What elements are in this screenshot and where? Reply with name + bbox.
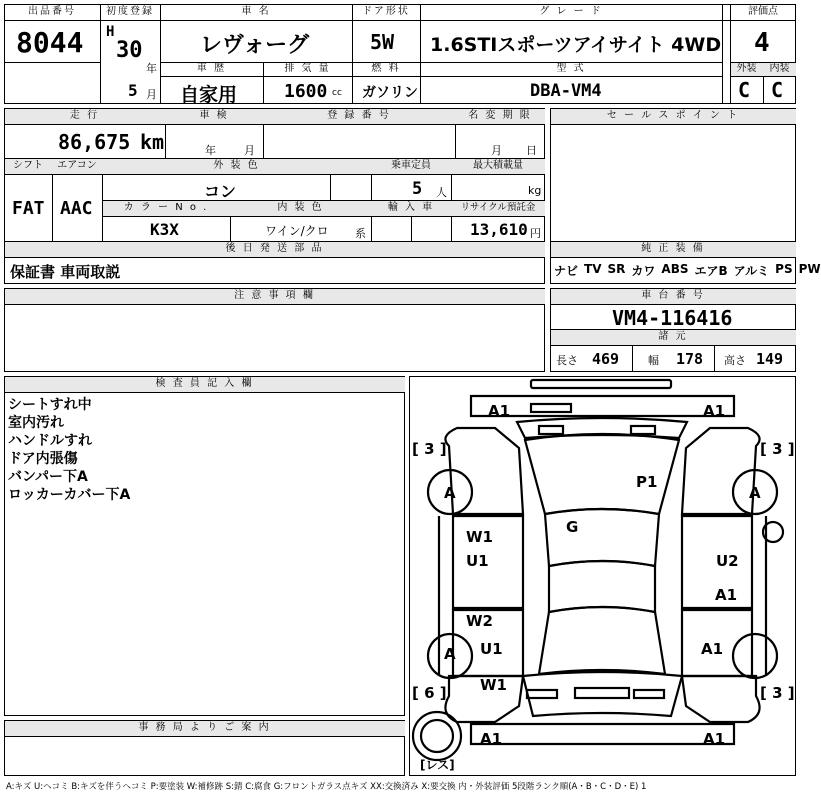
equipment-item: ナビ [554, 264, 579, 278]
tire-rear-right-depth: [ 3 ] [760, 684, 795, 702]
equipment-item: PW [798, 262, 821, 276]
inspector-notes-label: 検 査 員 記 入 欄 [155, 378, 254, 389]
mark-door-rear-right: A1 [715, 586, 738, 604]
grade: 1.6STIスポーツアイサイト 4WD [430, 34, 722, 56]
mark-door-rear-right-2: A1 [701, 640, 724, 658]
mark-door-rear-left: W2 [466, 612, 493, 630]
plate-number-label: 登 録 番 号 [327, 110, 391, 121]
length: 469 [592, 350, 620, 368]
exterior-label: 外装 [736, 63, 757, 74]
interior-grade: C [771, 78, 784, 102]
inspector-note: ハンドルすれ [8, 433, 92, 449]
door-type: 5W [370, 30, 395, 54]
mark-door-rear-left-2: U1 [480, 640, 503, 658]
car-name: レヴォーグ [200, 33, 310, 58]
mark-rear-left: A1 [480, 730, 503, 748]
inspector-note: 室内汚れ [8, 415, 64, 431]
later-shipping-label: 後 日 発 送 部 品 [225, 243, 324, 254]
inspector-note: シートすれ中 [8, 397, 92, 413]
model-code: DBA-VM4 [530, 81, 602, 101]
equipment-label: 純 正 装 備 [641, 243, 705, 254]
capacity-label: 乗車定員 [391, 160, 431, 171]
max-load-label: 最大積載量 [473, 160, 523, 171]
width: 178 [676, 350, 704, 368]
interior-color: ワイン/クロ [265, 224, 329, 238]
spare-tire-status: [レス] [420, 758, 455, 772]
equipment-item: エアB [694, 264, 728, 278]
fuel: ガソリン [362, 85, 418, 101]
equipment-item: TV [584, 262, 602, 276]
color-number: K3X [150, 220, 179, 239]
mark-door-front-left-2: U1 [466, 552, 489, 570]
year-unit: 年 [146, 62, 157, 75]
displacement-label: 排 気 量 [284, 63, 331, 74]
inspection-label: 車 検 [199, 110, 229, 121]
mileage-unit: km [140, 130, 165, 154]
mark-wheel-front-left: A [444, 484, 456, 502]
mark-wheel-rear-left: A [444, 645, 456, 663]
interior-color-unit: 系 [355, 227, 366, 240]
inspection-year-unit: 年 [205, 144, 216, 157]
equipment-list [554, 262, 821, 279]
shift: FAT [12, 198, 45, 219]
equipment-item: SR [607, 262, 626, 276]
interior-color-label: 内 装 色 [277, 202, 324, 213]
grade-label: グ レ ー ド [539, 6, 603, 17]
equipment-item: ABS [661, 262, 689, 276]
tire-rear-left-depth: [ 6 ] [412, 684, 447, 702]
model-label: 型 式 [556, 63, 586, 74]
max-load-unit: kg [528, 184, 542, 197]
mark-rocker-left: W1 [480, 676, 507, 694]
equipment-item: アルミ [733, 264, 770, 278]
caution-label: 注 意 事 項 欄 [234, 290, 315, 301]
era: H [106, 24, 115, 40]
chassis-number: VM4-116416 [612, 306, 733, 330]
equipment-item: PS [775, 262, 793, 276]
exterior-grade: C [738, 78, 751, 102]
month-unit: 月 [146, 88, 157, 101]
specs-label: 諸 元 [658, 331, 688, 342]
tire-front-right-depth: [ 3 ] [760, 440, 795, 458]
mark-rear-right: A1 [703, 730, 726, 748]
registration-month: 5 [128, 81, 138, 100]
aircon-label: エアコン [57, 160, 97, 171]
displacement: 1600 [284, 81, 328, 102]
aircon: AAC [60, 198, 93, 219]
lot-number: 8044 [16, 26, 84, 59]
tire-front-left-depth: [ 3 ] [412, 440, 447, 458]
lot-number-label: 出品番号 [28, 6, 76, 17]
length-label: 長さ [556, 354, 578, 367]
chassis-number-label: 車 台 番 号 [641, 290, 705, 301]
shift-label: シフト [13, 160, 43, 171]
mark-door-front-left: W1 [466, 528, 493, 546]
mark-glass: G [566, 518, 579, 536]
inspector-block [4, 376, 405, 716]
inspector-note: ドア内張傷 [8, 451, 78, 467]
mark-front-left: A1 [488, 402, 511, 420]
width-label: 幅 [648, 354, 659, 367]
inspection-month-unit: 月 [244, 144, 255, 157]
registration-year: 30 [116, 38, 143, 63]
score-label: 評価点 [748, 6, 778, 17]
recycle-deposit-label: リサイクル預託金 [460, 202, 536, 213]
capacity: 5 [412, 179, 423, 199]
mileage: 86,675 [58, 130, 131, 154]
inspector-note: ロッカーカバー下A [8, 487, 131, 503]
door-type-label: ドア形状 [362, 6, 410, 17]
color-number-label: カ ラ ー N o . [123, 202, 209, 213]
mark-door-front-right: U2 [716, 552, 739, 570]
later-shipping-items: 保証書 車両取説 [10, 263, 121, 281]
height: 149 [756, 350, 784, 368]
recycle-deposit: 13,610 [470, 220, 528, 239]
interior-label: 内装 [769, 63, 790, 74]
height-label: 高さ [724, 354, 746, 367]
score: 4 [754, 28, 770, 58]
displacement-unit: cc [332, 88, 342, 98]
car-name-label: 車 名 [241, 6, 271, 17]
damage-legend: A:キズ U:ヘコミ B:キズを伴うヘコミ P:要塗装 W:補修跡 S:錆 C:腐食 G:フロントガラス点キズ XX:交換済み X:要交換 内・外装評価 5段階ランク順(A・B・C・D・E) 1 [6, 782, 647, 792]
office-notice-label: 事 務 局 よ り ご 案 内 [138, 722, 271, 733]
history: 自家用 [180, 84, 238, 106]
history-label: 車 歴 [196, 63, 227, 74]
import-label: 輸 入 車 [387, 202, 435, 213]
fuel-label: 燃 料 [371, 63, 401, 74]
exterior-color-label: 外 装 色 [213, 160, 260, 171]
name-change-day-unit: 日 [526, 144, 537, 157]
car-damage-diagram [409, 376, 796, 776]
recycle-unit: 円 [530, 227, 541, 240]
name-change-month-unit: 月 [491, 144, 502, 157]
exterior-color: コン [204, 182, 237, 201]
capacity-unit: 人 [436, 186, 447, 199]
equipment-item: カワ [631, 264, 656, 278]
sales-point-label: セ ー ル ス ポ イ ン ト [606, 110, 740, 121]
first-registration-label: 初度登録 [106, 6, 154, 17]
mark-front-right: A1 [703, 402, 726, 420]
name-change-deadline-label: 名 変 期 限 [468, 110, 532, 121]
mileage-label: 走 行 [69, 110, 100, 121]
mark-roof: P1 [636, 473, 658, 491]
inspector-note: バンパー下A [8, 469, 88, 485]
mark-wheel-front-right: A [749, 484, 761, 502]
